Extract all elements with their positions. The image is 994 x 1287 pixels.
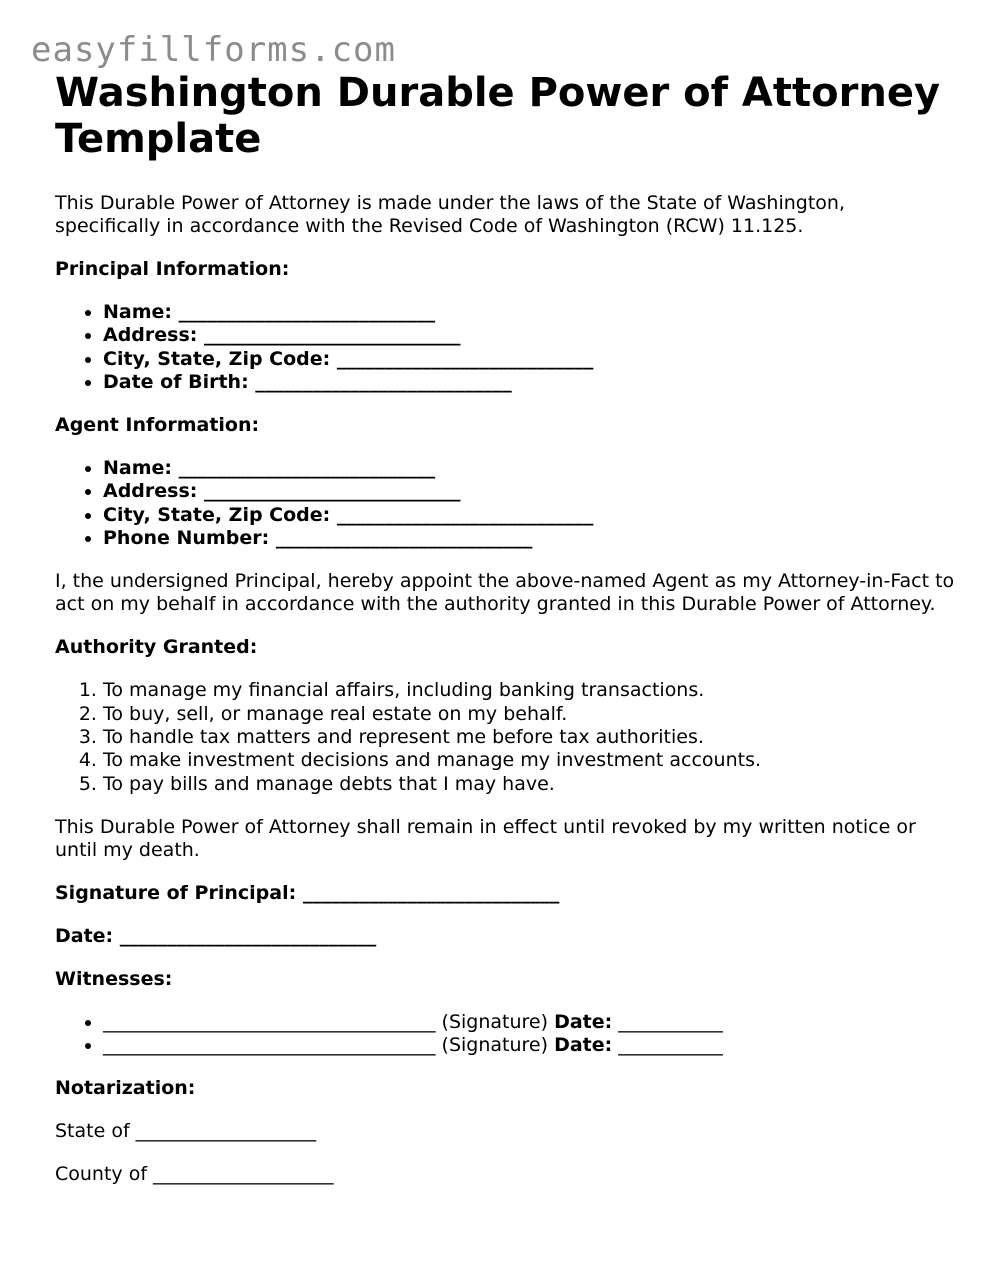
- witness-lines: [55, 1011, 955, 1058]
- witness-line[interactable]: [103, 1011, 955, 1034]
- witness-date-label: Date:: [554, 1034, 613, 1057]
- witness-signature-label: (Signature): [435, 1010, 555, 1033]
- principal-name-field[interactable]: • Name: ___________________________: [103, 301, 955, 324]
- principal-fields: [55, 301, 955, 394]
- authority-item: 2. To buy, sell, or manage real estate on my behalf.: [103, 703, 955, 726]
- appointment-paragraph: I, the undersigned Principal, hereby appoint the above-named Agent as my Attorney-in-Fact to act on my behalf in accordance with the authority granted in this Durable Power of Attorney.: [55, 570, 955, 616]
- authority-item: 3. To handle tax matters and represent me before tax authorities.: [103, 726, 955, 749]
- authority-item: 4. To make investment decisions and manage my investment accounts.: [103, 749, 955, 772]
- principal-address-field[interactable]: • Address: ___________________________: [103, 324, 955, 347]
- document-title: Washington Durable Power of Attorney Template: [55, 70, 941, 162]
- witness-date-blank[interactable]: ___________: [612, 1010, 723, 1033]
- date-field[interactable]: Date: ___________________________: [55, 924, 377, 947]
- principal-city-state-zip-field[interactable]: • City, State, Zip Code: ___________________________: [103, 348, 955, 371]
- witnesses-heading: Witnesses:: [55, 967, 173, 990]
- notary-state-field[interactable]: State of ___________________: [55, 1120, 317, 1143]
- notarization-heading: Notarization:: [55, 1077, 196, 1100]
- witness-signature-blank[interactable]: ___________________________________: [103, 1010, 436, 1033]
- agent-fields: [55, 457, 955, 550]
- watermark-text: easyfillforms.com: [31, 30, 396, 70]
- witness-date-label: Date:: [554, 1010, 613, 1033]
- principal-signature-field[interactable]: Signature of Principal: ___________________________: [55, 881, 560, 904]
- agent-address-field[interactable]: • Address: ___________________________: [103, 480, 955, 503]
- effect-paragraph: This Durable Power of Attorney shall remain in effect until revoked by my written notice or until my death.: [55, 815, 916, 861]
- authority-list: [55, 679, 955, 795]
- authority-heading: Authority Granted:: [55, 636, 258, 659]
- principal-heading: Principal Information:: [55, 258, 290, 280]
- agent-name-field[interactable]: • Name: ___________________________: [103, 457, 955, 480]
- notary-county-field[interactable]: County of ___________________: [55, 1163, 334, 1186]
- principal-dob-field[interactable]: • Date of Birth: ___________________________: [103, 371, 955, 394]
- witness-signature-blank[interactable]: ___________________________________: [103, 1034, 436, 1057]
- witness-line[interactable]: [103, 1034, 955, 1057]
- intro-paragraph: This Durable Power of Attorney is made under the laws of the State of Washington, specifically in accordance with the Revised Code of Washington (RCW) 11.125.: [55, 192, 845, 237]
- witness-date-blank[interactable]: ___________: [612, 1034, 723, 1057]
- agent-city-state-zip-field[interactable]: • City, State, Zip Code: ___________________________: [103, 504, 955, 527]
- document-page: [55, 70, 955, 1186]
- authority-item: 1. To manage my financial affairs, including banking transactions.: [103, 679, 955, 702]
- agent-phone-field[interactable]: • Phone Number: ___________________________: [103, 527, 955, 550]
- authority-item: 5. To pay bills and manage debts that I may have.: [103, 773, 955, 796]
- agent-heading: Agent Information:: [55, 414, 260, 437]
- witness-signature-label: (Signature): [435, 1034, 555, 1057]
